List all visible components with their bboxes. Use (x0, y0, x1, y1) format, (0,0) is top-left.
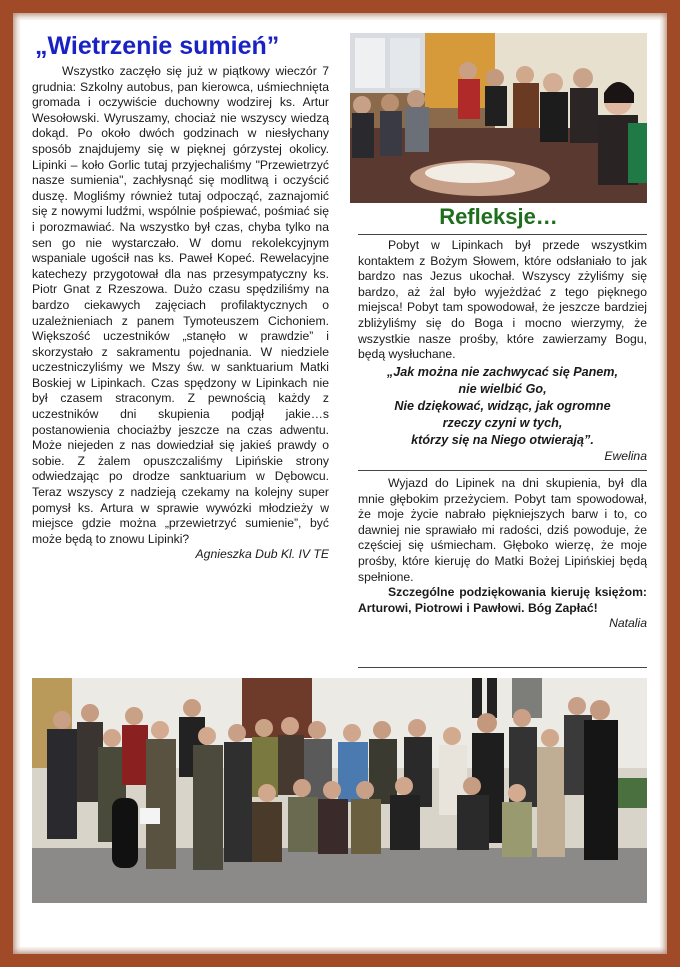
divider-top (358, 234, 647, 235)
quote-line: rzeczy czyni w tych, (442, 415, 563, 430)
photo-room-gathering (350, 33, 647, 203)
quote-line: „Jak można nie zachwycać się Panem, (387, 364, 618, 379)
newsletter-page (20, 20, 660, 947)
reflections-title: Refleksje… (439, 204, 558, 229)
quote-line: którzy się na Niego otwierają”. (411, 432, 594, 447)
reflection-1-author: Ewelina (604, 448, 647, 463)
divider-middle (358, 470, 647, 471)
reflection-entry-2 (358, 476, 647, 632)
quote-line: nie wielbić Go, (458, 381, 547, 396)
reflection-2-thanks: Szczególne podziękowania kieruję księżom: Arturowi, Piotrowi i Pawłowi. Bóg Zapłać! (358, 585, 647, 615)
quote-line: Nie dziękować, widząc, jak ogromne (394, 398, 611, 413)
article-title: „Wietrzenie sumień” (35, 32, 280, 60)
article-column (32, 64, 329, 563)
reflection-1-body: Pobyt w Lipinkach był przede wszystkim kontaktem z Bożym Słowem, które odsłaniało to jak bardzo nas Jezus ukochał. Wszyscy zżyliśmy się bardzo, aż żal było wyjeżdżać z tego pięknego miejsca! Pobyt tam spowodował, że jeszcze bardziej zbliżyliśmy się do Boga i mocno wierzymy, że wszystkie nasze prośby, które zawierzamy Bogu, będą wysłuchane. (358, 238, 647, 362)
reflection-entry-1 (358, 238, 647, 464)
reflection-1-quote (358, 364, 647, 449)
reflection-2-body: Wyjazd do Lipinek na dni skupienia, był dla mnie głębokim przeżyciem. Pobyt tam spowodował, że moje życie nabrało piękniejszych barw i to, co dawniej nie sprawiało mi radości, dziś powoduje, że częściej się uśmiecham. Głęboko wierzę, że moje prośby, które kieruję do Matki Bożej Lipińskiej będą spełnione. (358, 476, 647, 584)
article-body: Wszystko zaczęło się już w piątkowy wieczór 7 grudnia: Szkolny autobus, pan kierowca, uśmiechnięta gromada i oczywiście duchowny wodzirej ks. Artur Wesołowski. Wyruszamy, chociaż nie wszyscy wiedzą dokąd. Po około dwóch godzinach w niesłychany sposób znajdujemy się w pięknej górzystej okolicy. Lipinki – koło Gorlic tutaj przyjechaliśmy "Przewietrzyć nasze sumienia", zachłysnąć się modlitwą i oczyścić duszę. Mogliśmy również tutaj odpocząć, zaznajomić się z nowymi ludźmi, wspólnie pośpiewać, pośmiać się i porozmawiać. Na wszystko był czas, chyba tylko na sen go nie wystarczało. W domu rekolekcyjnym wspaniale ugościł nas ks. Paweł Kopeć. Rewelacyjne katechezy przygotował dla nas przesympatyczny ks. Piotr Gnat z Rzeszowa. Dużo czasu spędziliśmy na bardzo ciekawych zajęciach profilaktycznych o uzależnieniach z panem Tymoteuszem Cichoniem. Większość uczestników „stanęło w prawdzie” i skorzystało z sakramentu pojednania. W niedziele uczestniczyliśmy we Mszy św. w sanktuarium Matki Boskiej w Lipinkach. Czas spędzony w Lipinkach nie był czasem straconym. Z pewnością każdy z uczestników dni skupienia podjął jakie…s postanowienia chociażby jeszcze na czas adwentu. Może niejeden z nas dowiedział się jakieś prawdy o sobie. Z żalem opuszczaliśmy Lipińskie strony odwiedzając po drodze sanktuarium w Dębowcu. Teraz wszyscy z nadzieją czekamy na kolejny super pomysł ks. Artura w sprawie wywózki młodzieży w miejsce gdzie można „przewietrzyć sumienie”, być może będą to znowu Lipinki? (32, 64, 329, 546)
photo-group-outdoors (32, 678, 647, 903)
divider-bottom (358, 667, 647, 668)
article-author: Agnieszka Dub Kl. IV TE (195, 547, 329, 562)
reflection-2-author: Natalia (609, 616, 647, 631)
